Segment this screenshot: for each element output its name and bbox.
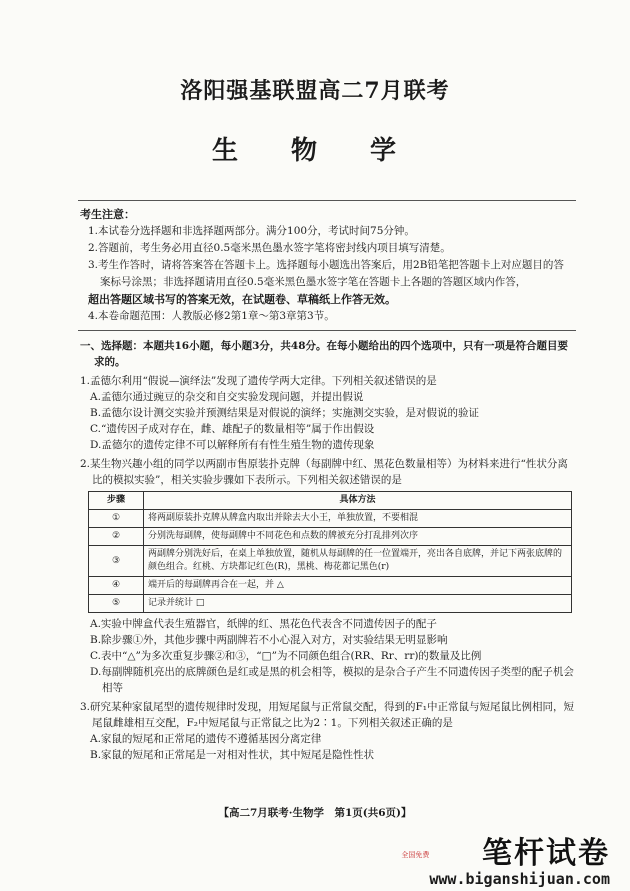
question-3-option-a: A.家鼠的短尾和正常尾的遗传不遵循基因分离定律 <box>90 733 322 745</box>
question-1 <box>80 373 574 453</box>
table-cell-step: ② <box>89 528 144 546</box>
notice-item-3: 3.考生作答时，请将答案答在答题卡上。选择题每小题选出答案后，用2B铅笔把答题卡上对应题目的答案标号涂黑；非选择题请用直径0.5毫米黑色墨水签字笔在答题卡上各题的答题区域内作答， <box>88 259 564 288</box>
triangle-placeholder: △ <box>276 580 284 590</box>
notice-item-1: 1.本试卷分选择题和非选择题两部分。满分100分，考试时间75分钟。 <box>88 225 415 237</box>
question-2-option-c: C.表中“△”为多次重复步骤②和③，“□”为不同颜色组合(RR、Rr、rr)的数量及比例 <box>90 650 482 662</box>
square-placeholder: □ <box>195 598 205 608</box>
question-1-option-c: C.“遗传因子成对存在，雌、雄配子的数量相等”属于作出假设 <box>90 423 375 435</box>
table-cell-method <box>144 577 572 595</box>
watermark-brand <box>401 828 610 888</box>
table-cell-method: 两副牌分别洗好后，在桌上单独放置，随机从每副牌的任一位置端开，亮出各自底牌，并记下两张底牌的颜色组合。红桃、方块都记红色(R)，黑桃、梅花都记黑色(r) <box>144 546 572 577</box>
table-cell-step: ① <box>89 510 144 528</box>
brand-logo: 笔杆试卷 <box>482 836 610 871</box>
notice-item-2: 2.答题前，考生务必用直径0.5毫米黑色墨水签字笔将密封线内项目填写清楚。 <box>88 242 451 254</box>
question-1-option-a: A.孟德尔通过豌豆的杂交和自交实验发现问题，并提出假说 <box>90 391 364 403</box>
notice-divider <box>78 330 576 331</box>
steps-table <box>88 491 572 613</box>
table-row <box>89 510 572 528</box>
question-2-option-d: D.每副牌随机亮出的底牌颜色是红或是黑的机会相等，模拟的是杂合子产生不同遗传因子类型的配子机会相等 <box>90 666 574 694</box>
question-3 <box>80 699 574 763</box>
table-header-step: 步骤 <box>89 492 144 510</box>
question-1-option-d: D.孟德尔的遗传定律不可以解释所有有性生殖生物的遗传现象 <box>90 439 375 451</box>
section-choice <box>80 338 574 763</box>
notice-item-4: 4.本卷命题范围：人教版必修2第1章～第3章第3节。 <box>88 310 335 322</box>
brand-tag: 全国免费 <box>401 851 430 859</box>
table-header-method: 具体方法 <box>144 492 572 510</box>
section-lead: 一、选择题：本题共16小题，每小题3分，共48分。在每小题给出的四个选项中，只有一项是符合题目要求的。 <box>80 340 569 368</box>
subject-title: 生 物 学 <box>211 136 419 166</box>
question-3-option-b: B.家鼠的短尾和正常尾是一对相对性状，其中短尾是隐性性状 <box>90 749 375 761</box>
table-row <box>89 595 572 613</box>
notice-bold-line: 超出答题区域书写的答案无效，在试题卷、草稿纸上作答无效。 <box>88 293 396 306</box>
page-footer: 【高二7月联考·生物学 第1页(共6页)】 <box>218 807 412 819</box>
notice-heading: 考生注意： <box>80 208 135 221</box>
table-cell-step: ⑤ <box>89 595 144 613</box>
top-divider <box>78 200 576 201</box>
table-header-row <box>89 492 572 510</box>
table-row <box>89 577 572 595</box>
question-2-option-b: B.除步骤①外，其他步骤中两副牌若不小心混入对方，对实验结果无明显影响 <box>90 634 448 646</box>
table-cell-method: 将两副原装扑克牌从牌盒内取出并除去大小王，单独放置，不要相混 <box>144 510 572 528</box>
question-1-stem: 1.孟德尔利用“假说—演绎法”发现了遗传学两大定律。下列相关叙述错误的是 <box>80 375 437 387</box>
row4-text: 端开后的每副牌再合在一起，并 <box>148 580 275 590</box>
table-cell-method: 分别洗每副牌，使每副牌中不同花色和点数的牌被充分打乱排列次序 <box>144 528 572 546</box>
question-2 <box>80 456 574 696</box>
brand-url: www.biganshijuan.com <box>429 870 610 888</box>
notice-block <box>80 206 572 325</box>
question-3-stem: 3.研究某种家鼠尾型的遗传规律时发现，用短尾鼠与正常鼠交配，得到的F₁中正常鼠与短尾鼠比例相同，短尾鼠雌雄相互交配，F₂中短尾鼠与正常鼠之比为2∶1。下列相关叙述正确的是 <box>80 701 575 729</box>
exam-title: 洛阳强基联盟高二7月联考 <box>180 78 450 104</box>
table-cell-step: ③ <box>89 546 144 577</box>
table-row <box>89 528 572 546</box>
question-2-option-a: A.实验中牌盒代表生殖器官，纸牌的红、黑花色代表含不同遗传因子的配子 <box>90 618 437 630</box>
question-1-option-b: B.孟德尔设计测交实验并预测结果是对假说的演绎；实施测交实验，是对假说的验证 <box>90 407 480 419</box>
question-2-stem: 2.某生物兴趣小组的同学以两副市售原装扑克牌（每副牌中红、黑花色数量相等）为材料来进行“性状分离比的模拟实验”，相关实验步骤如下表所示。下列相关叙述错误的是 <box>80 458 568 486</box>
table-row <box>89 546 572 577</box>
table-cell-step: ④ <box>89 577 144 595</box>
row5-text: 记录并统计 <box>148 598 194 608</box>
table-cell-method <box>144 595 572 613</box>
